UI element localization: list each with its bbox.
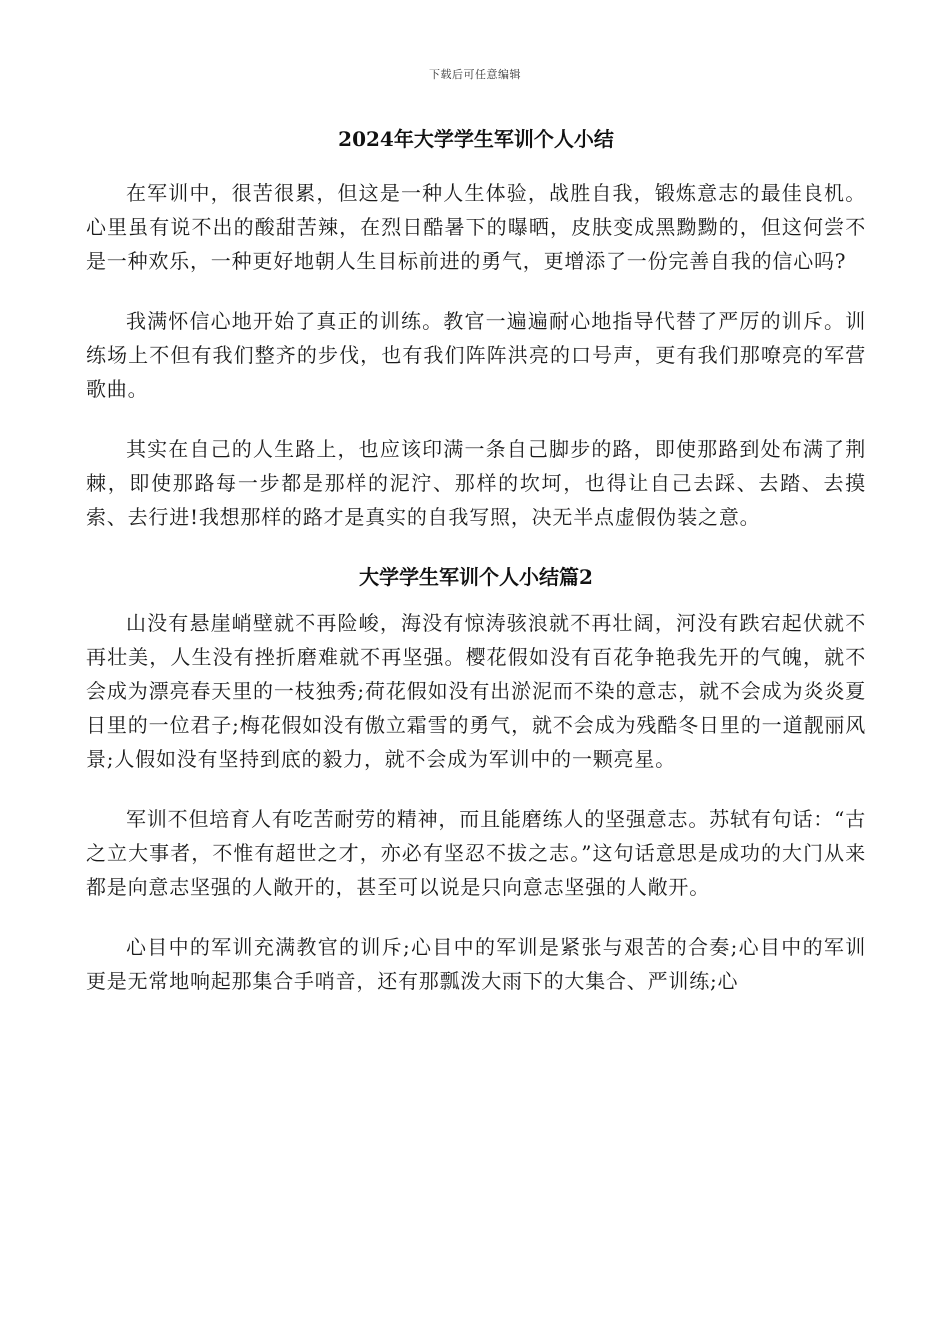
paragraph: 山没有悬崖峭壁就不再险峻，海没有惊涛骇浪就不再壮阔，河没有跌宕起伏就不再壮美，人生没有挫折磨难就不再坚强。樱花假如没有百花争艳我先开的气魄，就不会成为漂亮春天里的一枝独秀;荷花假如没有出淤泥而不染的意志，就不会成为炎炎夏日里的一位君子;梅花假如没有傲立霜雪的勇气，就不会成为残酷冬日里的一道靓丽风景;人假如没有坚持到底的毅力，就不会成为军训中的一颗亮星。 (86, 611, 866, 771)
section-title: 大学学生军训个人小结篇2 (359, 565, 593, 589)
paragraph: 在军训中，很苦很累，但这是一种人生体验，战胜自我，锻炼意志的最佳良机。心里虽有说不出的酸甜苦辣，在烈日酷暑下的曝晒，皮肤变成黑黝黝的，但这何尝不是一种欢乐，一种更好地朝人生目标前进的勇气，更增添了一份完善自我的信心吗? (86, 181, 866, 273)
document-body (86, 122, 866, 1022)
paragraph: 我满怀信心地开始了真正的训练。教官一遍遍耐心地指导代替了严厉的训斥。训练场上不但有我们整齐的步伐，也有我们阵阵洪亮的口号声，更有我们那嘹亮的军营歌曲。 (86, 309, 866, 401)
header-note: 下载后可任意编辑 (429, 68, 521, 81)
paragraph: 心目中的军训充满教官的训斥;心目中的军训是紧张与艰苦的合奏;心目中的军训更是无常地响起那集合手哨音，还有那瓢泼大雨下的大集合、严训练;心 (86, 935, 866, 993)
paragraph: 军训不但培育人有吃苦耐劳的精神，而且能磨练人的坚强意志。苏轼有句话：“古之立大事者，不惟有超世之才，亦必有坚忍不拔之志。”这句话意思是成功的大门从来都是向意志坚强的人敞开的，甚至可以说是只向意志坚强的人敞开。 (86, 807, 866, 899)
document-title: 2024年大学学生军训个人小结 (338, 127, 614, 151)
paragraph: 其实在自己的人生路上，也应该印满一条自己脚步的路，即使那路到处布满了荆棘，即使那路每一步都是那样的泥泞、那样的坎坷，也得让自己去踩、去踏、去摸索、去行进!我想那样的路才是真实的自我写照，决无半点虚假伪装之意。 (86, 437, 866, 529)
